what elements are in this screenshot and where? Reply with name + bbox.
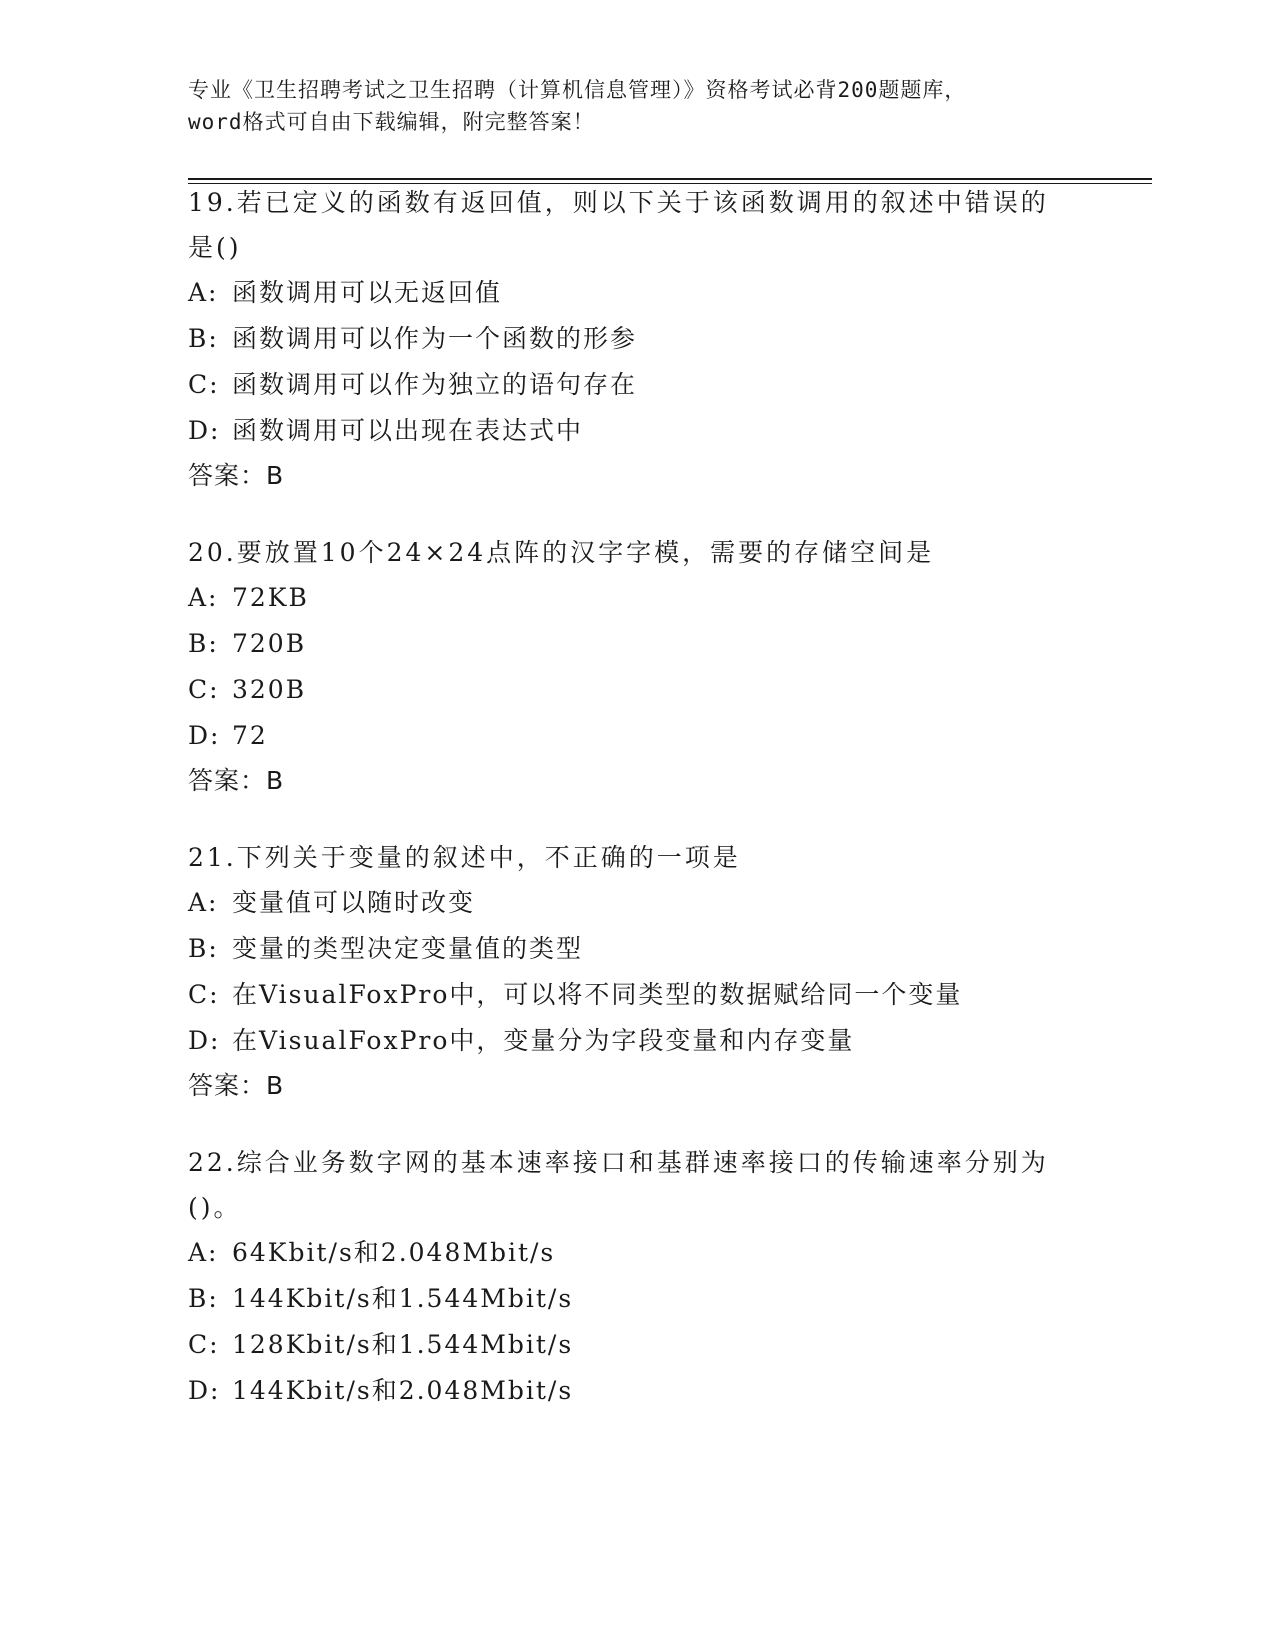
option-letter: C:: [188, 370, 220, 399]
option-text: 函数调用可以作为独立的语句存在: [232, 370, 638, 399]
option-d: [188, 408, 1088, 454]
option-b: [188, 621, 1088, 667]
option-letter: A:: [188, 583, 219, 612]
question-21: [188, 835, 1088, 1108]
option-letter: B:: [188, 1284, 219, 1313]
question-20: [188, 530, 1088, 803]
question-19: [188, 180, 1088, 498]
question-title-continued: ()。: [188, 1193, 242, 1222]
option-text: 144Kbit/s和1.544Mbit/s: [232, 1284, 574, 1313]
option-text: 128Kbit/s和1.544Mbit/s: [232, 1330, 574, 1359]
option-a: [188, 880, 1088, 926]
option-letter: D:: [188, 1026, 221, 1055]
option-letter: D:: [188, 721, 221, 750]
option-letter: D:: [188, 416, 221, 445]
option-b: [188, 1276, 1088, 1322]
option-text: 函数调用可以作为一个函数的形参: [232, 324, 638, 353]
option-text: 函数调用可以无返回值: [232, 278, 503, 307]
option-b: [188, 926, 1088, 972]
option-text: 144Kbit/s和2.048Mbit/s: [232, 1376, 574, 1405]
answer: 答案：B: [188, 1071, 285, 1100]
option-letter: A:: [188, 278, 219, 307]
option-text: 72: [232, 721, 268, 750]
question-title: 19.若已定义的函数有返回值，则以下关于该函数调用的叙述中错误的: [188, 188, 1049, 217]
option-letter: C:: [188, 675, 220, 704]
option-text: 720B: [232, 629, 307, 658]
option-letter: B:: [188, 629, 219, 658]
document-header: [188, 74, 1088, 138]
option-text: 变量的类型决定变量值的类型: [232, 934, 584, 963]
option-letter: B:: [188, 934, 219, 963]
option-a: [188, 270, 1088, 316]
option-text: 72KB: [232, 583, 309, 612]
question-title-continued: 是(): [188, 233, 242, 262]
option-text: 在VisualFoxPro中，可以将不同类型的数据赋给同一个变量: [232, 980, 963, 1009]
question-title: 20.要放置10个24×24点阵的汉字字模，需要的存储空间是: [188, 538, 935, 567]
option-text: 320B: [232, 675, 307, 704]
option-letter: B:: [188, 324, 219, 353]
question-title: 21.下列关于变量的叙述中，不正确的一项是: [188, 843, 741, 872]
option-c: [188, 362, 1088, 408]
answer: 答案：B: [188, 461, 285, 490]
option-text: 在VisualFoxPro中，变量分为字段变量和内存变量: [232, 1026, 855, 1055]
question-title: 22.综合业务数字网的基本速率接口和基群速率接口的传输速率分别为: [188, 1148, 1049, 1177]
option-letter: C:: [188, 1330, 220, 1359]
option-text: 64Kbit/s和2.048Mbit/s: [232, 1238, 556, 1267]
question-22: [188, 1140, 1088, 1414]
option-letter: A:: [188, 1238, 219, 1267]
option-d: [188, 1368, 1088, 1414]
option-c: [188, 667, 1088, 713]
option-a: [188, 1230, 1088, 1276]
header-line-2: word格式可自由下载编辑，附完整答案！: [188, 110, 595, 134]
option-text: 函数调用可以出现在表达式中: [232, 416, 584, 445]
option-d: [188, 713, 1088, 759]
option-letter: A:: [188, 888, 219, 917]
header-line-1: 专业《卫生招聘考试之卫生招聘（计算机信息管理）》资格考试必背200题题库，: [188, 78, 967, 102]
option-a: [188, 575, 1088, 621]
option-text: 变量值可以随时改变: [232, 888, 476, 917]
option-c: [188, 972, 1088, 1018]
option-b: [188, 316, 1088, 362]
option-letter: D:: [188, 1376, 221, 1405]
option-letter: C:: [188, 980, 220, 1009]
option-c: [188, 1322, 1088, 1368]
answer: 答案：B: [188, 766, 285, 795]
option-d: [188, 1018, 1088, 1064]
